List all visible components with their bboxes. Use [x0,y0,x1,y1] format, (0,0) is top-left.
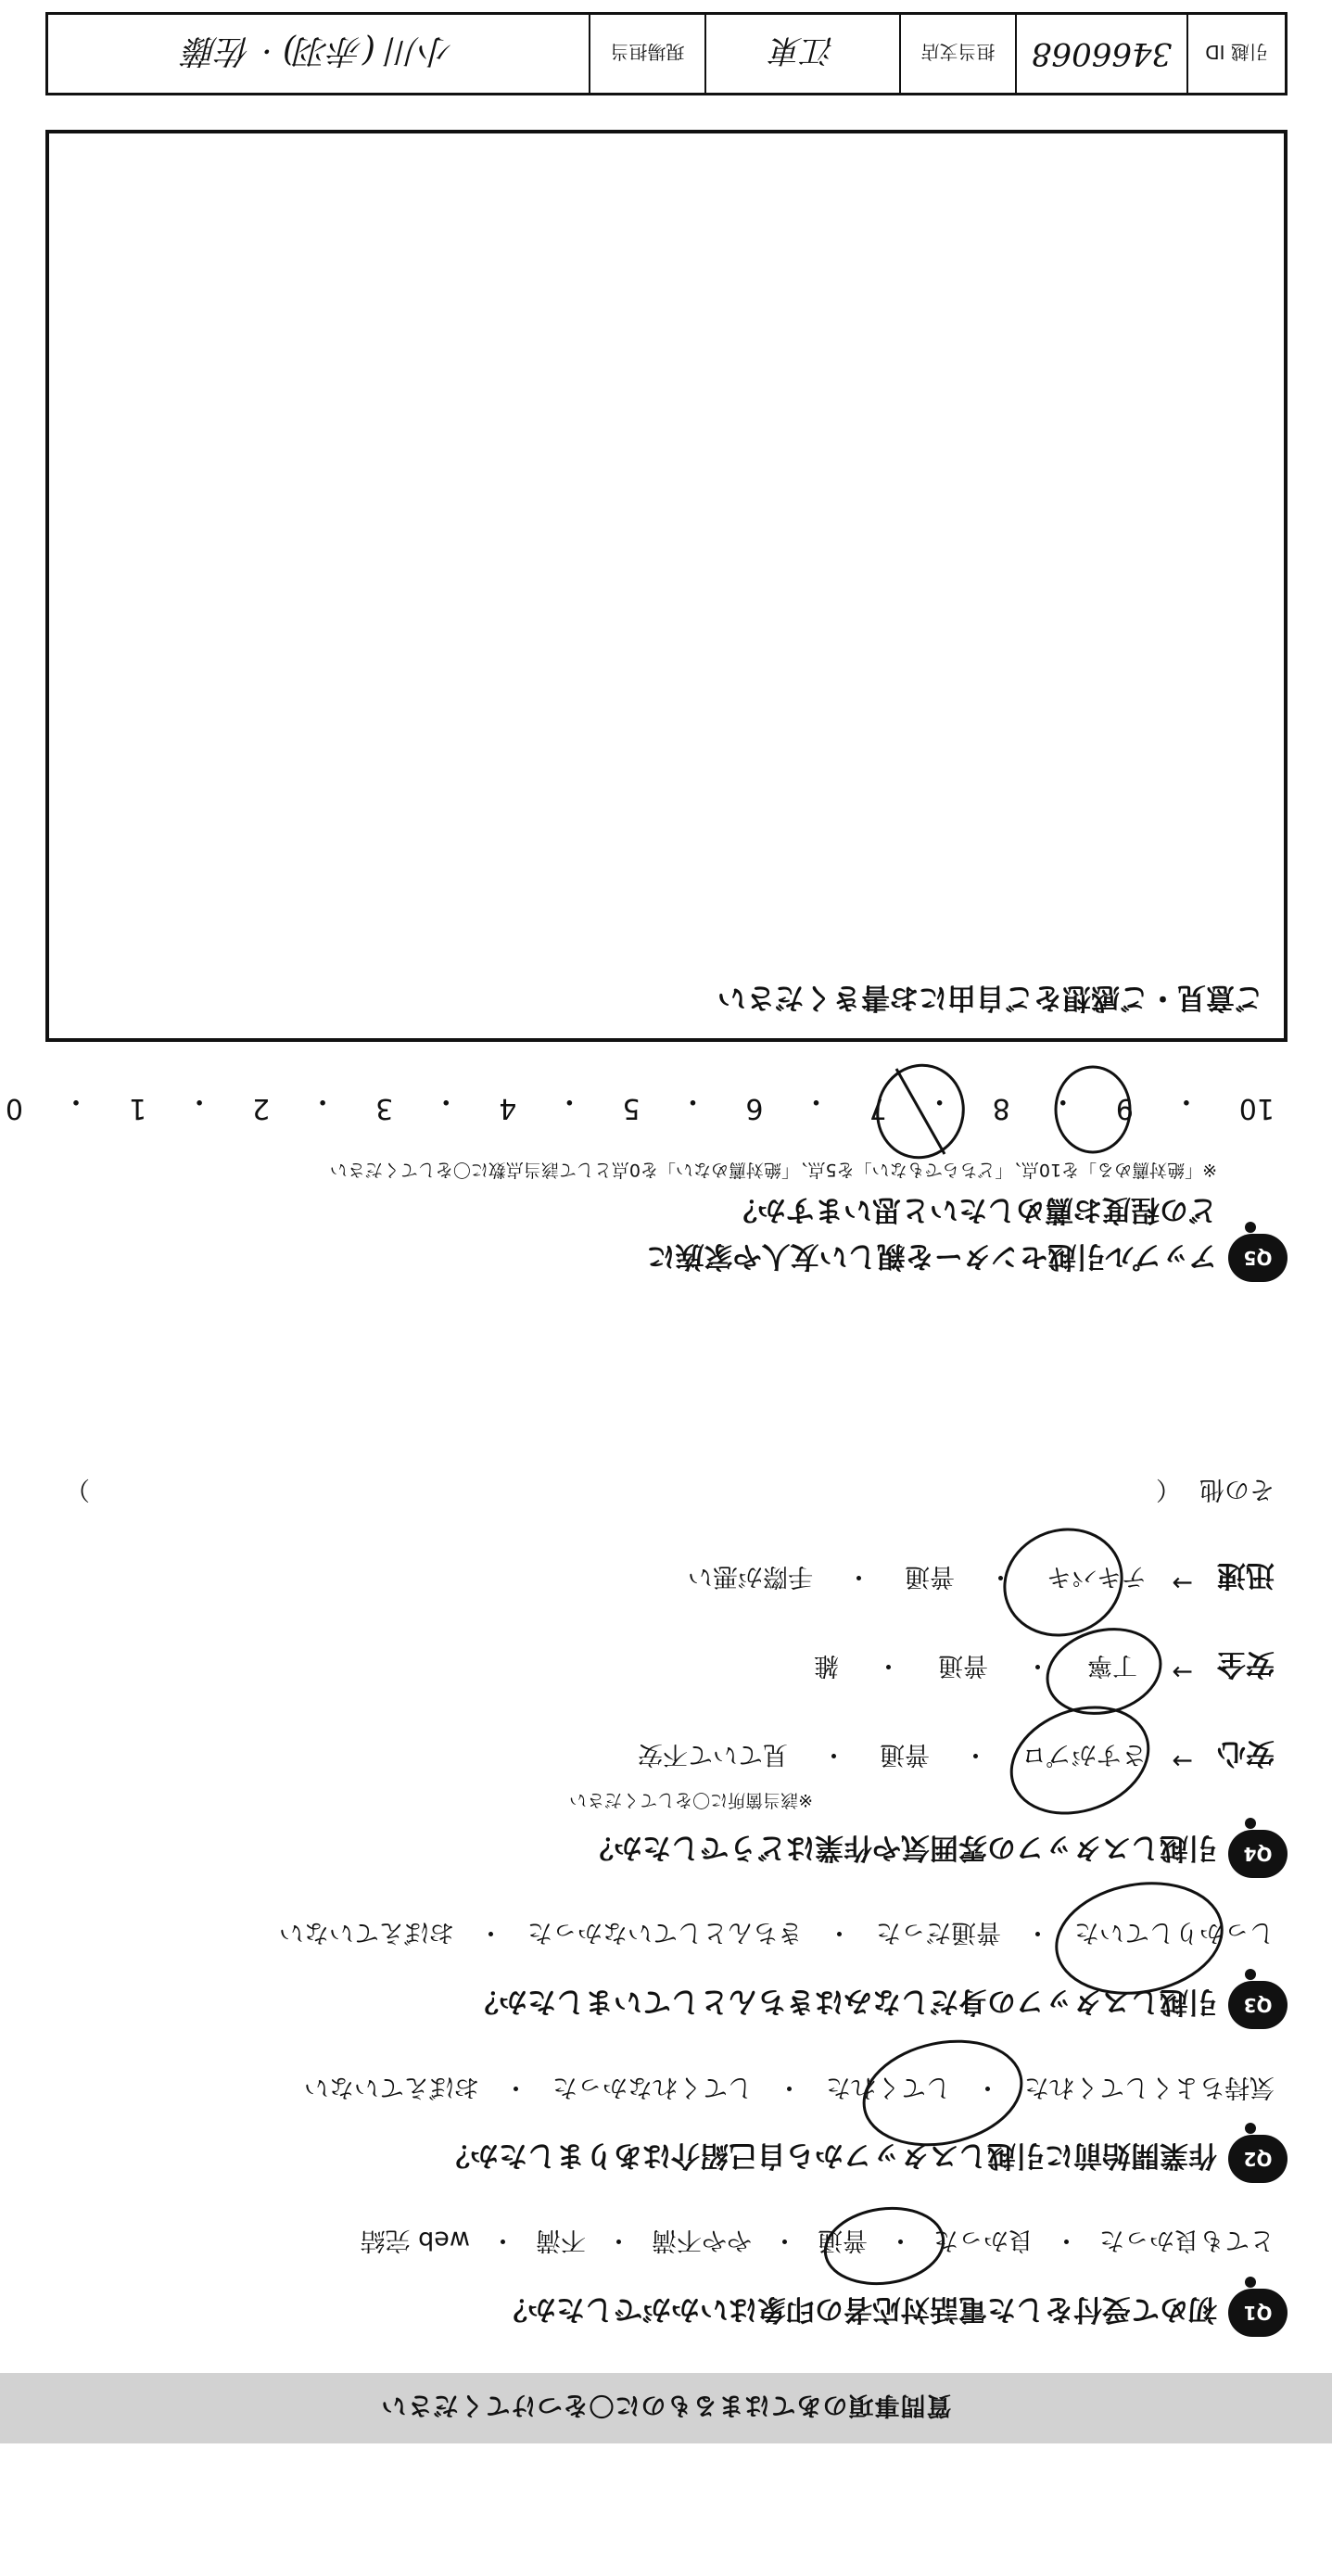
q5-question-line2: どの程度お薦めしたいと思いますか？ [729,1193,1217,1226]
site-lead-label: 現場担当 [589,15,704,93]
scale-dot: ・ [555,1085,584,1117]
site-lead-value[interactable]: 小川 (赤羽) · 佐藤 [184,32,453,70]
scale-value[interactable]: 2 [252,1092,271,1124]
q4-row-options: さすがプロ ・ 普通 ・ 見ていて不安 [638,1739,1147,1775]
q4-option[interactable]: 手際が悪い [688,1562,813,1591]
scale-value[interactable]: 8 [992,1092,1010,1124]
scale-dot: ・ [925,1085,954,1117]
q4-option[interactable]: 丁寧 [1087,1651,1137,1680]
q3-choices: しっかりしていた ・ 普通だった ・ きちんとしていなかった ・ おぼえていない [279,1917,1275,1953]
q4-option[interactable]: テキパキ [1047,1562,1147,1591]
comment-title: ご意見・ご感想をご自由にお書きください [717,981,1263,1014]
q1-choice[interactable]: 不満 [536,2226,586,2254]
q4-question: 引越しスタッフの雰囲気や作業はどうでしたか？ [585,1831,1217,1864]
branch-label: 担当支店 [899,15,1015,93]
q2-choices: 気持ちよくしてくれた ・ してくれた ・ してくれなかった ・ おぼえていない [304,2072,1275,2108]
scale-value[interactable]: 9 [1115,1092,1134,1124]
q4-other [1156,1474,1275,1510]
q1-choice[interactable]: やや不満 [652,2226,752,2254]
q1-choice[interactable]: とても良かった [1099,2226,1275,2254]
q2-choice[interactable]: おぼえていない [304,2073,479,2101]
q4-option[interactable]: 普通 [880,1740,930,1769]
q3-choice[interactable]: きちんとしていなかった [527,1918,803,1947]
q5-badge: Q5 [1228,1234,1288,1282]
q3-badge: Q3 [1228,1981,1288,2029]
q4-option[interactable]: 雑 [814,1651,839,1680]
scale-dot: ・ [61,1085,90,1117]
scale-value[interactable]: 6 [745,1092,764,1124]
arrow-right-icon: → [1172,1657,1193,1686]
q4-row-label: 迅速 [1217,1558,1275,1592]
scale-dot: ・ [432,1085,461,1117]
footer-table [45,12,1288,95]
q4-option[interactable]: さすがプロ [1021,1740,1147,1769]
q1-choice[interactable]: web 完結 [360,2226,470,2254]
q4-row-label: 安全 [1217,1647,1275,1681]
scale-dot: ・ [309,1085,337,1117]
scale-value[interactable]: 5 [622,1092,641,1124]
scale-value[interactable]: 10 [1238,1092,1275,1124]
q3-choice[interactable]: 普通だった [876,1918,1001,1947]
scale-value[interactable]: 0 [5,1092,23,1124]
branch-value[interactable]: 江東 [704,15,899,93]
scale-value[interactable]: 1 [128,1092,147,1124]
q1-choice[interactable]: 普通 [818,2226,868,2254]
q2-badge: Q2 [1228,2135,1288,2183]
instructions-banner: 質問事項のあてはまるものに〇をつけてください [0,2373,1332,2443]
q3-question: 引越しスタッフの身だしなみはきちんとしていましたか？ [470,1985,1217,2018]
q4-option[interactable]: 普通 [905,1562,955,1591]
scale-value[interactable]: 4 [499,1092,517,1124]
q4-row-label: 安心 [1217,1736,1275,1770]
q5-note: ※「絶対薦める」を10点、「どちらでもない」を5点、「絶対薦めない」を0点として該当点数に〇をしてください [329,1160,1217,1180]
q1-badge: Q1 [1228,2289,1288,2337]
scale-dot: ・ [1048,1085,1077,1117]
arrow-right-icon: → [1172,1568,1193,1597]
q1-choices: とても良かった ・ 良かった ・ 普通 ・ やや不満 ・ 不満 ・ web 完結 [361,2225,1275,2261]
arrow-right-icon: → [1172,1746,1193,1775]
move-id-label: 引越 ID [1186,15,1285,93]
move-id-value[interactable]: 3466068 [1015,15,1186,93]
q1-question: 初めて受付をした電話対応者の印象はいかがでしたか？ [499,2292,1217,2326]
q4-note: ※該当箇所に〇をしてください [569,1790,813,1810]
scale-dot: ・ [679,1085,707,1117]
q3-choice[interactable]: しっかりしていた [1074,1918,1275,1947]
scale-value[interactable]: 3 [375,1092,394,1124]
q4-option[interactable]: 見ていて不安 [638,1740,788,1769]
q2-choice[interactable]: してくれた [826,2073,951,2101]
q4-other-label: その他 [1199,1475,1275,1504]
paren-open: （ [1156,1475,1181,1504]
q1-choice[interactable]: 良かった [933,2226,1034,2254]
q2-choice[interactable]: 気持ちよくしてくれた [1024,2073,1275,2101]
scale-dot: ・ [185,1085,214,1117]
paren-close: ） [65,1475,90,1504]
q2-choice[interactable]: してくれなかった [552,2073,753,2101]
q5-scale [6,1084,1275,1124]
q4-option[interactable]: 普通 [938,1651,988,1680]
scale-dot: ・ [802,1085,831,1117]
q4-badge: Q4 [1228,1830,1288,1878]
q3-choice[interactable]: おぼえていない [279,1918,454,1947]
q4-row-options: 丁寧 ・ 普通 ・ 雑 [814,1650,1137,1686]
q2-question: 作業開始前に引越しスタッフから自己紹介はありましたか？ [441,2138,1217,2172]
q4-row-options: テキパキ ・ 普通 ・ 手際が悪い [688,1561,1147,1597]
scale-dot: ・ [1172,1085,1200,1117]
comment-box[interactable] [45,130,1288,1042]
scale-value[interactable]: 7 [869,1092,887,1124]
q5-question-line1: アップル引越センターを親しい友人や家族に [646,1239,1217,1273]
